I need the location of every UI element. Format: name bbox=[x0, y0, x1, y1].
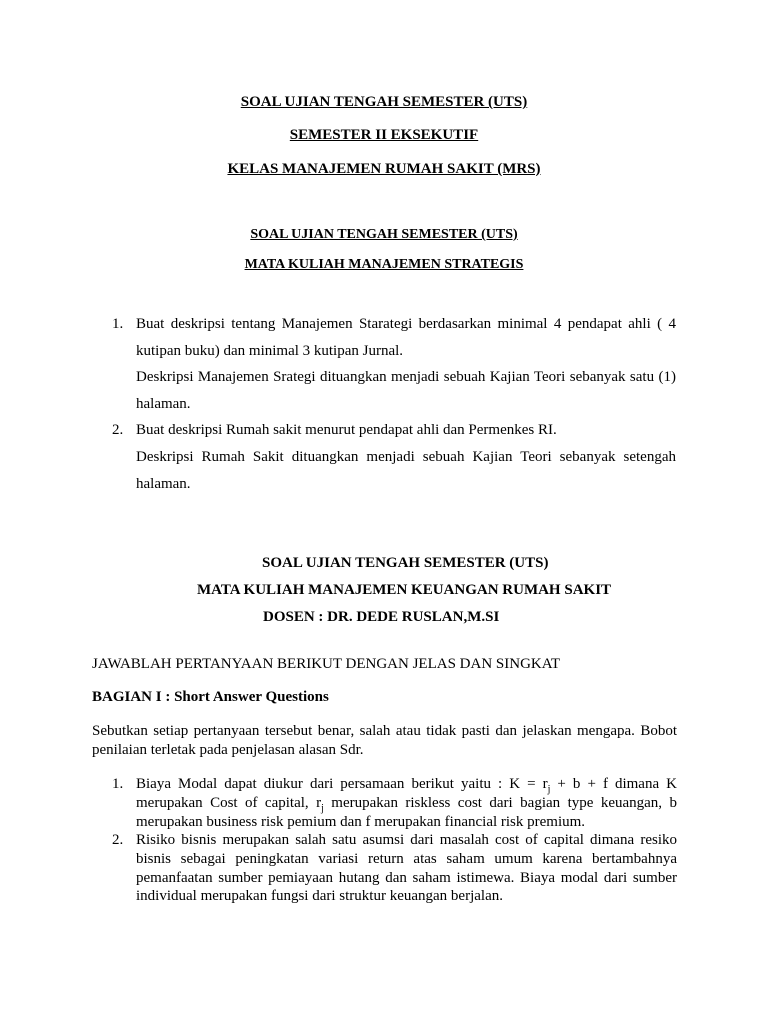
header-class: KELAS MANAJEMEN RUMAH SAKIT (MRS) bbox=[227, 161, 541, 177]
list-item-text: Buat deskripsi tentang Manajemen Starategi berdasarkan minimal 4 pendapat ahli ( 4 bbox=[136, 316, 676, 332]
header-title: SOAL UJIAN TENGAH SEMESTER (UTS) bbox=[240, 94, 528, 110]
list-item-text: individual merupakan fungsi dari struktur keuangan berjalan. bbox=[136, 888, 503, 904]
instruction-text: JAWABLAH PERTANYAAN BERIKUT DENGAN JELAS DAN SINGKAT bbox=[92, 656, 561, 672]
section2-lecturer: DOSEN : DR. DEDE RUSLAN,M.SI bbox=[263, 609, 500, 625]
list-item-text: merupakan business risk pemium dan f merupakan financial risk premium. bbox=[136, 814, 586, 830]
list-item-number: 1. bbox=[112, 776, 124, 792]
intro-text: Sebutkan setiap pertanyaan tersebut benar, salah atau tidak pasti dan jelaskan mengapa. Bobot bbox=[92, 723, 677, 739]
list-item-text: halaman. bbox=[136, 476, 191, 492]
list-item-number: 1. bbox=[112, 316, 124, 332]
list-item-text: Biaya Modal dapat diukur dari persamaan berikut yaitu : $K = r_j + b + f$ dimana K bbox=[136, 776, 677, 795]
list-item-text: Buat deskripsi Rumah sakit menurut pendapat ahli dan Permenkes RI. bbox=[136, 422, 557, 438]
list-item-text: halaman. bbox=[136, 396, 191, 412]
list-item-text: Deskripsi Rumah Sakit dituangkan menjadi sebuah Kajian Teori sebanyak setengah bbox=[136, 449, 676, 465]
list-item-text: pemanfaatan sumber pemiayaan hutang dan saham istimewa. Biaya modal dari sumber bbox=[136, 870, 677, 886]
list-item-text: merupakan Cost of capital, $r_j$ merupakan riskless cost dari bagian type keuangan, b bbox=[136, 795, 677, 814]
section1-title: SOAL UJIAN TENGAH SEMESTER (UTS) bbox=[250, 227, 518, 242]
intro-text: penilaian terletak pada penjelasan alasan Sdr. bbox=[92, 742, 364, 758]
section2-course: MATA KULIAH MANAJEMEN KEUANGAN RUMAH SAKIT bbox=[197, 582, 612, 598]
section2-title: SOAL UJIAN TENGAH SEMESTER (UTS) bbox=[262, 555, 549, 571]
list-item-number: 2. bbox=[112, 832, 124, 848]
list-item-text: kutipan buku) dan minimal 3 kutipan Jurnal. bbox=[136, 343, 404, 359]
section1-course: MATA KULIAH MANAJEMEN STRATEGIS bbox=[244, 257, 524, 272]
part-title: BAGIAN I : Short Answer Questions bbox=[92, 689, 329, 705]
list-item-text: bisnis sebagai peningkatan variasi return atas saham umum karena bertambahnya bbox=[136, 851, 677, 867]
list-item-number: 2. bbox=[112, 422, 124, 438]
header-semester: SEMESTER II EKSEKUTIF bbox=[289, 127, 479, 143]
list-item-text: Risiko bisnis merupakan salah satu asumsi dari masalah cost of capital dimana resiko bbox=[136, 832, 677, 848]
list-item-text: Deskripsi Manajemen Srategi dituangkan menjadi sebuah Kajian Teori sebanyak satu (1) bbox=[136, 369, 676, 385]
